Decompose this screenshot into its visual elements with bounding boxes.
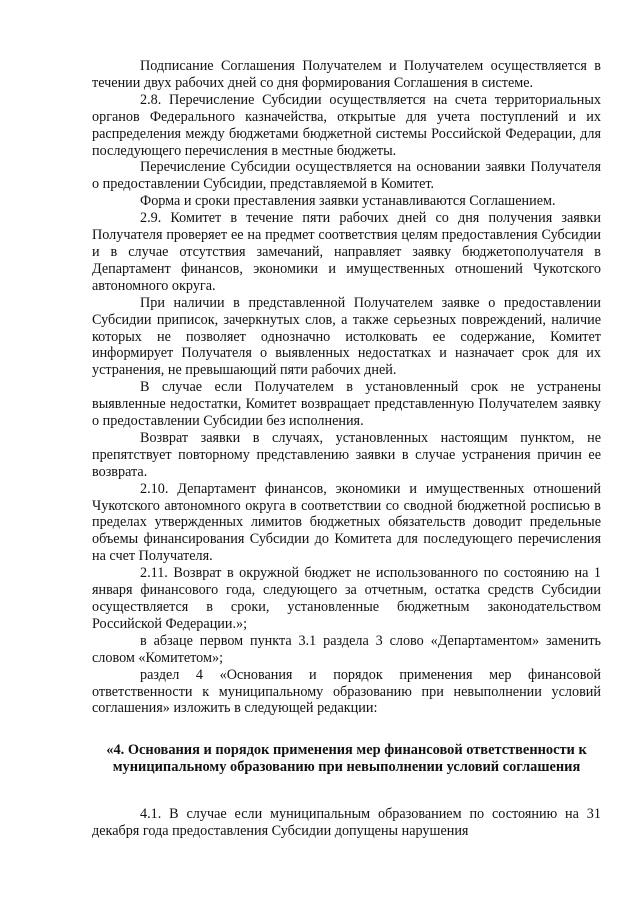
paragraph-amend-3-1: в абзаце первом пункта 3.1 раздела 3 слово «Департаментом» заменить словом «Комитетом»;	[92, 632, 601, 666]
paragraph-signing: Подписание Соглашения Получателем и Получателем осуществляется в течении двух рабочих дней со дня формирования Соглашения в системе.	[92, 58, 601, 91]
paragraph-2-9: 2.9. Комитет в течение пяти рабочих дней со дня получения заявки Получателя проверяет ее на предмет соответствия целям предоставления Субсидии и в случае отсутствия замечаний, направляет заявку бюджетополучателя в Департамент финансов, экономики и имущественных отношений Чукотского автономного округа.	[92, 210, 601, 294]
section-4-heading-line-2: муниципальному образованию при невыполнении условий соглашения	[112, 759, 581, 776]
paragraph-4-1: 4.1. В случае если муниципальным образованием по состоянию на 31 декабря года предоставления Субсидии допущены нарушения	[92, 806, 601, 840]
section-4-heading	[92, 742, 601, 776]
paragraph-form-terms: Форма и сроки преставления заявки устанавливаются Соглашением.	[140, 193, 556, 210]
paragraph-resubmission: Возврат заявки в случаях, установленных настоящим пунктом, не препятствует повторному представлению заявки в случае устранения причин ее возврата.	[92, 429, 601, 480]
paragraph-2-10: 2.10. Департамент финансов, экономики и имущественных отношений Чукотского автономного округа в соответствии со сводной бюджетной росписью в пределах утвержденных лимитов бюджетных обязательств доводит предельные объемы финансирования Субсидии до Комитета для последующего перечисления на счет Получателя.	[92, 480, 601, 565]
paragraph-deficiencies: При наличии в представленной Получателем заявке о предоставлении Субсидии приписок, зачеркнутых слов, а также серьезных повреждений, наличие которых не позволяет однозначно истолковать ее содержание, Комитет информирует Получателя о выявленных недостатках и назначает срок для их устранения, не превышающий пяти рабочих дней.	[92, 294, 601, 379]
paragraph-2-11: 2.11. Возврат в окружной бюджет не использованного по состоянию на 1 января финансового года, следующего за отчетным, остатка средств Субсидии осуществляется в сроки, установленные бюджетным законодательством Российской Федерации.»;	[92, 565, 601, 632]
paragraph-transfer-basis: Перечисление Субсидии осуществляется на основании заявки Получателя о предоставлении Субсидии, представляемой в Комитет.	[92, 159, 601, 193]
document-page	[92, 58, 601, 840]
section-4-heading-line-1: «4. Основания и порядок применения мер финансовой ответственности к	[106, 742, 587, 759]
paragraph-section-4-intro: раздел 4 «Основания и порядок применения мер финансовой ответственности к муниципальному образованию при невыполнении условий соглашения» изложить в следующей редакции:	[92, 666, 601, 717]
paragraph-return-unfixed: В случае если Получателем в установленный срок не устранены выявленные недостатки, Комитет возвращает представленную Получателем заявку о предоставлении Субсидии без исполнения.	[92, 379, 601, 430]
paragraph-2-8: 2.8. Перечисление Субсидии осуществляется на счета территориальных органов Федерального казначейства, открытые для учета поступлений и их распределения между бюджетами бюджетной системы Российской Федерации, для последующего перечисления в местные бюджеты.	[92, 91, 601, 159]
